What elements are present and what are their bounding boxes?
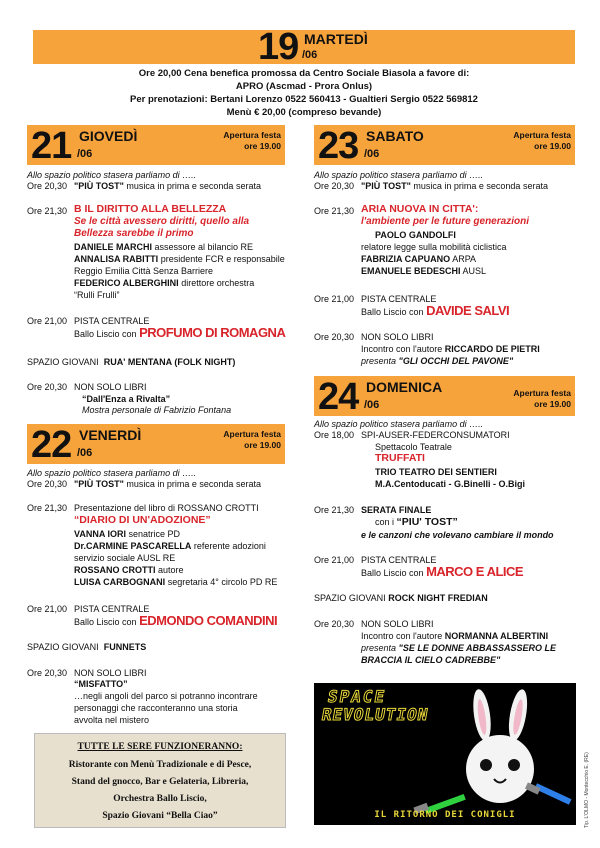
day22-libro-line3: avvolta nel mistero — [74, 715, 150, 725]
day21-libri: NON SOLO LIBRI — [74, 382, 147, 392]
poster-subtitle: IL RITORNO DEI CONIGLI — [374, 810, 516, 820]
day21-person2-role2: Reggio Emilia Città Senza Barriere — [74, 266, 214, 276]
person-name: ANNALISA RABITTI — [74, 254, 159, 264]
day23-time-2030: Ore 20,30 — [314, 181, 355, 191]
person-name: VANNA IORI — [74, 529, 127, 539]
day23-number: 23 — [318, 125, 359, 167]
day24-number: 24 — [318, 376, 359, 418]
day21-spazio-politico: Allo spazio politico stasera parliamo di ….. — [27, 170, 197, 180]
day22-libri: NON SOLO LIBRI — [74, 668, 147, 678]
day24-time-libri: Ore 20,30 — [314, 619, 355, 629]
day21-person3-role2: “Rulli Frulli” — [74, 290, 120, 300]
header-line: Per prenotazioni: Bertani Lorenzo 0522 560413 - Gualtieri Sergio 0522 569812 — [130, 94, 478, 105]
header-day-number: 19 — [258, 26, 299, 68]
day22-piu-tost — [74, 479, 261, 490]
day21-header — [27, 125, 285, 165]
day22-time-2030: Ore 20,30 — [27, 479, 68, 489]
day22-giovani — [27, 642, 146, 653]
day22-apertura — [223, 429, 281, 451]
day21-number: 21 — [31, 125, 72, 167]
day23-subtitle: l'ambiente per le future generazioni — [361, 216, 529, 227]
day23-name: SABATO — [366, 128, 424, 144]
day21-giovani-event: RUA' MENTANA (FOLK NIGHT) — [103, 357, 236, 367]
apertura-time: ore 19.00 — [244, 141, 281, 151]
day23-title: ARIA NUOVA IN CITTA': — [361, 203, 479, 215]
piu-tost-desc: musica in prima e seconda serata — [126, 181, 261, 191]
day24-giovani — [314, 593, 488, 604]
day22-title: “DIARIO DI UN'ADOZIONE” — [74, 514, 211, 526]
day21-subtitle1: Se le città avessero diritti, quello alla — [74, 216, 250, 227]
con-i-label: con i — [375, 517, 395, 527]
piu-tost-label: "PIÙ TOST" — [361, 181, 411, 191]
day24-spazio-politico: Allo spazio politico stasera parliamo di ….. — [314, 419, 484, 429]
info-box-line: Spazio Giovani “Bella Ciao” — [102, 811, 218, 821]
day24-time-2130: Ore 21,30 — [314, 505, 355, 515]
day21-time-2030: Ore 20,30 — [27, 181, 68, 191]
person-role: autore — [158, 565, 184, 575]
day24-con-i — [375, 517, 458, 528]
day21-time-libri: Ore 20,30 — [27, 382, 68, 392]
giovani-label: SPAZIO GIOVANI — [27, 642, 99, 652]
libro-intro: Incontro con l'autore — [361, 631, 443, 641]
day23-person2 — [361, 254, 476, 265]
day22-presentazione: Presentazione del libro di ROSSANO CROTTI — [74, 503, 259, 513]
libro-title: "GLI OCCHI DEL PAVONE" — [398, 356, 514, 366]
info-box — [34, 733, 286, 828]
person-name: FABRIZIA CAPUANO — [361, 254, 451, 264]
ballo-label: Ballo Liscio con — [74, 617, 137, 627]
libro-title: "SE LE DONNE ABBASSASSERO LE — [398, 643, 557, 653]
day23-person1-name: PAOLO GANDOLFI — [375, 230, 456, 240]
ballo-label: Ballo Liscio con — [361, 568, 424, 578]
person-name: LUISA CARBOGNANI — [74, 577, 166, 587]
person-name: Dr.CARMINE PASCARELLA — [74, 541, 192, 551]
apertura-time: ore 19.00 — [244, 440, 281, 450]
day24-band: MARCO E ALICE — [426, 564, 524, 579]
apertura-time: ore 19.00 — [534, 141, 571, 151]
info-box-title: TUTTE LE SERE FUNZIONERANNO: — [77, 742, 243, 752]
day24-trio: TRIO TEATRO DEI SENTIERI — [375, 467, 497, 477]
day24-truffati: TRUFFATI — [375, 452, 425, 464]
day23-ballo — [361, 305, 509, 318]
day23-month: /06 — [364, 148, 380, 160]
piu-tost-label: "PIÙ TOST" — [74, 479, 124, 489]
poster-title1: SPACE — [326, 687, 388, 706]
day23-libro-line1 — [361, 344, 540, 355]
day22-libro-line1: …negli angoli del parco si potranno incontrare — [74, 691, 258, 701]
day23-time-2100: Ore 21,00 — [314, 294, 355, 304]
libro-author: NORMANNA ALBERTINI — [444, 631, 549, 641]
piu-tost-desc: musica in prima e seconda serata — [413, 181, 548, 191]
day24-apertura — [513, 388, 571, 410]
printer-credit: Tip. L'OLMO - Montecchio E. (RE) — [584, 752, 590, 828]
person-role: ARPA — [452, 254, 477, 264]
day23-band: DAVIDE SALVI — [426, 303, 510, 318]
day23-piu-tost — [361, 181, 548, 192]
piu-tost-desc: musica in prima e seconda serata — [126, 479, 261, 489]
day24-time-1800: Ore 18,00 — [314, 430, 355, 440]
day21-piu-tost — [74, 181, 261, 192]
day21-libro-sub: Mostra personale di Fabrizio Fontana — [82, 405, 232, 415]
day21-pista: PISTA CENTRALE — [74, 316, 150, 326]
apertura-label: Apertura festa — [513, 130, 571, 140]
person-role: referente adozioni — [193, 541, 266, 551]
apertura-time: ore 19.00 — [534, 399, 571, 409]
day21-giovani — [27, 357, 235, 368]
day22-band: EDMONDO COMANDINI — [139, 613, 278, 628]
header-line: Menù € 20,00 (compreso bevande) — [226, 107, 382, 118]
person-role: presidente FCR e responsabile — [160, 254, 285, 264]
day23-libri: NON SOLO LIBRI — [361, 332, 434, 342]
day22-libro-title: “MISFATTO” — [74, 679, 128, 689]
day24-cast: M.A.Centoducati - G.Binelli - O.Bigi — [375, 479, 525, 489]
piu-tost-label: "PIÙ TOST" — [74, 181, 124, 191]
day23-person1-role: relatore legge sulla mobilità ciclistica — [361, 242, 507, 252]
ballo-label: Ballo Liscio con — [361, 307, 424, 317]
libro-presenta: presenta — [361, 643, 397, 653]
header-line: Ore 20,00 Cena benefica promossa da Centro Sociale Biasola a favore di: — [138, 68, 470, 79]
person-name: DANIELE MARCHI — [74, 242, 152, 252]
day22-person2 — [74, 541, 266, 552]
person-name: EMANUELE BEDESCHI — [361, 266, 461, 276]
day24-libro-line1 — [361, 631, 548, 642]
bunny-illustration — [314, 683, 576, 825]
day22-name: VENERDÌ — [79, 427, 142, 443]
space-revolution-poster — [314, 683, 576, 825]
person-role: segretaria 4° circolo PD RE — [167, 577, 278, 587]
day24-libri: NON SOLO LIBRI — [361, 619, 434, 629]
day24-month: /06 — [364, 399, 380, 411]
day24-header — [314, 376, 575, 416]
day23-libro-line2 — [361, 356, 513, 367]
person-role: AUSL — [462, 266, 487, 276]
day23-pista: PISTA CENTRALE — [361, 294, 437, 304]
day22-month: /06 — [77, 447, 93, 459]
day23-spazio-politico: Allo spazio politico stasera parliamo di ….. — [314, 170, 484, 180]
day22-ballo — [74, 615, 277, 628]
day24-pista: PISTA CENTRALE — [361, 555, 437, 565]
day22-pista: PISTA CENTRALE — [74, 604, 150, 614]
ballo-label: Ballo Liscio con — [74, 329, 137, 339]
day22-person3 — [74, 565, 184, 576]
day22-giovani-event: FUNNETS — [103, 642, 147, 652]
day22-number: 22 — [31, 424, 72, 466]
day23-apertura — [513, 130, 571, 152]
person-role: assessore al bilancio RE — [154, 242, 254, 252]
day21-month: /06 — [77, 148, 93, 160]
day24-giovani-event: ROCK NIGHT FREDIAN — [388, 593, 488, 603]
day24-canzoni: e le canzoni che volevano cambiare il mondo — [361, 530, 554, 540]
person-role: senatrice PD — [128, 529, 181, 539]
day21-libro-title: “Dall'Enza a Rivalta” — [82, 394, 171, 404]
apertura-label: Apertura festa — [223, 429, 281, 439]
day24-spi: SPI-AUSER-FEDERCONSUMATORI — [361, 430, 510, 440]
day24-piu-tost: “PIU' TOST” — [396, 516, 458, 528]
person-name: ROSSANO CROTTI — [74, 565, 156, 575]
libro-intro: Incontro con l'autore — [361, 344, 443, 354]
day21-time-2100: Ore 21,00 — [27, 316, 68, 326]
day22-person2-role2: servizio sociale AUSL RE — [74, 553, 176, 563]
day23-time-2130: Ore 21,30 — [314, 206, 355, 216]
day21-ballo — [74, 327, 285, 340]
day24-libro-line3: BRACCIA IL CIELO CADREBBE" — [361, 655, 501, 665]
day21-person1 — [74, 242, 253, 253]
apertura-label: Apertura festa — [513, 388, 571, 398]
day23-time-libri: Ore 20,30 — [314, 332, 355, 342]
day21-name: GIOVEDÌ — [79, 128, 138, 144]
day24-ballo — [361, 566, 523, 579]
info-box-line: Orchestra Ballo Liscio, — [113, 794, 207, 804]
libro-presenta: presenta — [361, 356, 397, 366]
day24-libro-line2 — [361, 643, 556, 654]
day24-serata: SERATA FINALE — [361, 505, 432, 515]
day22-header — [27, 424, 285, 464]
day21-time-2130: Ore 21,30 — [27, 206, 68, 216]
day21-apertura — [223, 130, 281, 152]
day21-person2 — [74, 254, 285, 265]
day24-time-2100: Ore 21,00 — [314, 555, 355, 565]
apertura-label: Apertura festa — [223, 130, 281, 140]
header-day-name: MARTEDÌ — [304, 31, 368, 47]
info-box-line: Stand del gnocco, Bar e Gelateria, Libreria, — [71, 777, 249, 787]
day21-subtitle2: Bellezza sarebbe il primo — [74, 228, 194, 239]
day22-time-2100: Ore 21,00 — [27, 604, 68, 614]
day24-name: DOMENICA — [366, 379, 443, 395]
person-role: direttore orchestra — [181, 278, 255, 288]
day22-spazio-politico: Allo spazio politico stasera parliamo di ….. — [27, 468, 197, 478]
day23-person3 — [361, 266, 486, 277]
day21-title: B IL DIRITTO ALLA BELLEZZA — [74, 203, 227, 215]
giovani-label: SPAZIO GIOVANI — [27, 357, 99, 367]
day22-person1 — [74, 529, 180, 540]
day21-band: PROFUMO DI ROMAGNA — [139, 325, 286, 340]
libro-author: RICCARDO DE PIETRI — [444, 344, 540, 354]
day22-time-2130: Ore 21,30 — [27, 503, 68, 513]
day21-person3 — [74, 278, 254, 289]
day22-time-libri: Ore 20,30 — [27, 668, 68, 678]
header-info — [33, 67, 575, 119]
poster-title2: REVOLUTION — [320, 705, 431, 724]
day22-person4 — [74, 577, 277, 588]
info-box-line: Ristorante con Menù Tradizionale e di Pesce, — [68, 760, 252, 770]
day24-spettacolo: Spettacolo Teatrale — [375, 442, 452, 452]
giovani-label: SPAZIO GIOVANI — [314, 593, 386, 603]
header-month: /06 — [302, 49, 318, 61]
day22-libro-line2: personaggi che racconteranno una storia — [74, 703, 238, 713]
day23-header — [314, 125, 575, 165]
person-name: FEDERICO ALBERGHINI — [74, 278, 179, 288]
header-line: APRO (Ascmad - Prora Onlus) — [235, 81, 373, 92]
